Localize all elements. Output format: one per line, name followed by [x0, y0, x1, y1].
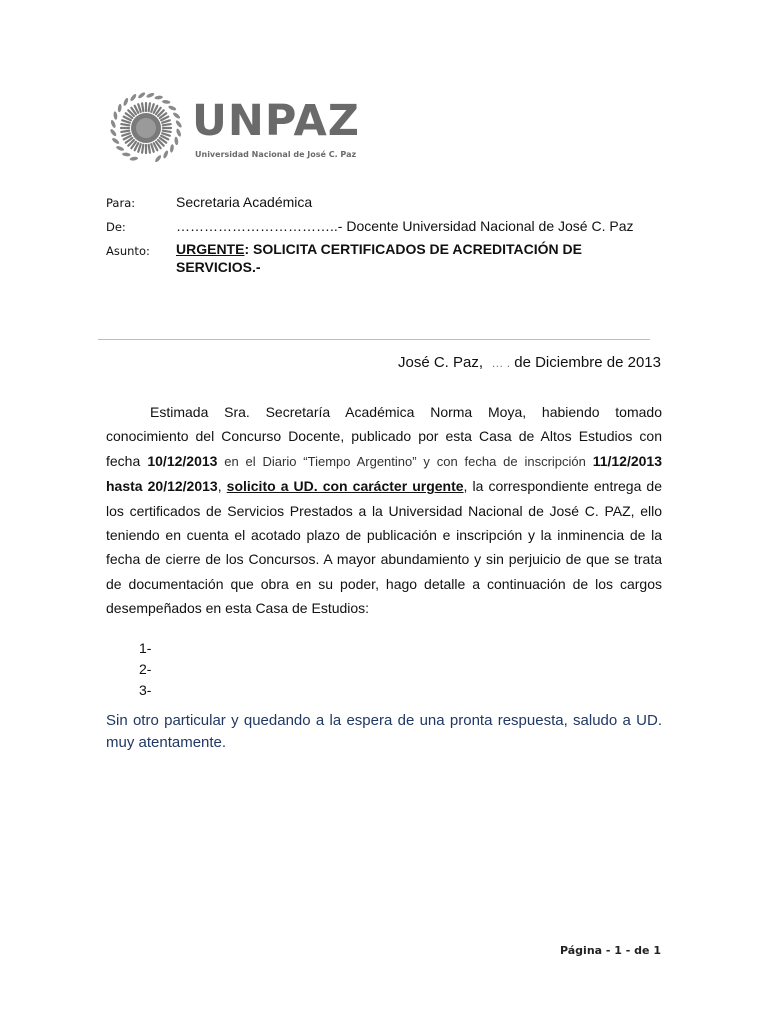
- unpaz-logo: [106, 88, 360, 172]
- list-item: 2-: [139, 661, 152, 677]
- page-prefix: Página -: [559, 944, 615, 957]
- date-month: de Diciembre: [510, 354, 607, 371]
- date-year: de 2013: [606, 354, 661, 371]
- logo-wordmark: UNPAZ: [192, 96, 360, 146]
- subject-text: : SOLICITA CERTIFICADOS DE ACREDITACIÓN DE SERVICIOS.-: [176, 241, 583, 275]
- body-text-4: , la correspondiente entrega de los certificados de Servicios Prestados a la Universidad Nacional de José C. PAZ, ello teniendo en cuenta el acotado plazo de publicación e inscripción y la inminencia de la fecha de cierre de los Concursos. A mayor abundamiento y sin perjuicio de que se trata de documentación que obra en su poder, hago detalle a continuación de los cargos desempeñados en esta Casa de Estudios:: [106, 478, 662, 617]
- body-text-1: Estimada Sra. Secretaría Académica Norma Moya, habiendo tomado conocimiento del Concurso Docente, publicado por esta Casa de Altos Estudios con fecha: [106, 404, 662, 469]
- to-label: Para:: [106, 196, 136, 210]
- date-line: [398, 354, 661, 371]
- letter-body: [106, 400, 662, 621]
- body-paragraph: [106, 400, 662, 621]
- logo-subtitle: Universidad Nacional de José C. Paz: [195, 150, 357, 159]
- subject-value: [176, 240, 606, 276]
- date-day-placeholder: … .: [491, 356, 511, 370]
- subject-urgent: URGENTE: [176, 241, 245, 257]
- page-number: [560, 944, 661, 957]
- from-label: De:: [106, 220, 126, 234]
- publication-date: 10/12/2013: [147, 452, 218, 469]
- date-place: José C. Paz,: [398, 354, 484, 371]
- to-value: Secretaria Académica: [176, 194, 313, 210]
- list-item: 1-: [139, 640, 152, 656]
- closing-paragraph: Sin otro particular y quedando a la espera de una pronta respuesta, saludo a UD. muy atentamente.: [106, 712, 662, 751]
- positions-list: [139, 638, 151, 701]
- list-item: 3-: [139, 682, 152, 698]
- page-current: 1: [614, 944, 622, 957]
- subject-label: Asunto:: [106, 244, 150, 258]
- urgent-request: solicito a UD. con carácter urgente: [226, 478, 464, 495]
- page-middle: - de: [621, 944, 654, 957]
- from-value: ……………………………..- Docente Universidad Nacional de José C. Paz: [176, 218, 634, 234]
- separator-rule: [98, 339, 650, 340]
- body-text-3: ,: [217, 478, 227, 495]
- sun-laurel-emblem-icon: [106, 88, 186, 168]
- body-text-2: en el Diario “Tiempo Argentino” y con fecha de inscripción: [217, 453, 593, 469]
- registration-dates: 11/12/2013 hasta 20/12/2013: [106, 452, 662, 495]
- page-total: 1: [653, 944, 661, 957]
